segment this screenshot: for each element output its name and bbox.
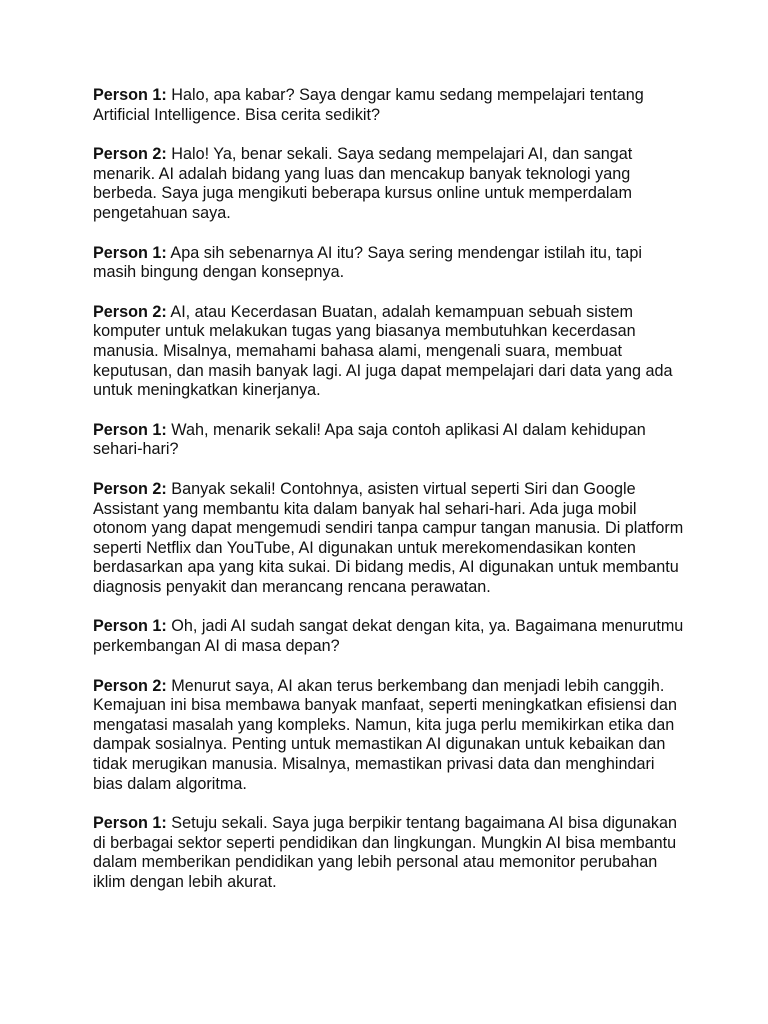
utterance-text: Halo! Ya, benar sekali. Saya sedang mempelajari AI, dan sangat menarik. AI adalah bidang yang luas dan mencakup banyak teknologi yang berbeda. Saya juga mengikuti beberapa kursus online untuk memperdalam pengetahuan saya.	[93, 145, 633, 222]
dialogue-turn	[93, 617, 688, 656]
dialogue-turn	[93, 677, 688, 795]
utterance-text: Banyak sekali! Contohnya, asisten virtual seperti Siri dan Google Assistant yang membantu kita dalam banyak hal sehari-hari. Ada juga mobil otonom yang dapat mengemudi sendiri tanpa campur tangan manusia. Di platform seperti Netflix dan YouTube, AI digunakan untuk merekomendasikan konten berdasarkan apa yang kita sukai. Di bidang medis, AI digunakan untuk membantu diagnosis penyakit dan merancang rencana perawatan.	[93, 479, 684, 596]
speaker-label: Person 2:	[93, 479, 167, 498]
speaker-label: Person 1:	[93, 420, 167, 439]
utterance-text: Halo, apa kabar? Saya dengar kamu sedang mempelajari tentang Artificial Intelligence. Bisa cerita sedikit?	[93, 86, 644, 124]
dialogue-turn	[93, 86, 688, 125]
utterance-text: Wah, menarik sekali! Apa saja contoh aplikasi AI dalam kehidupan sehari-hari?	[93, 420, 646, 459]
dialogue-turn	[93, 244, 688, 283]
utterance-text: Menurut saya, AI akan terus berkembang dan menjadi lebih canggih. Kemajuan ini bisa membawa banyak manfaat, seperti meningkatkan efisiensi dan mengatasi masalah yang kompleks. Namun, kita juga perlu memikirkan etika dan dampak sosialnya. Penting untuk memastikan AI digunakan untuk kebaikan dan tidak merugikan manusia. Misalnya, memastikan privasi data dan menghindari bias dalam algoritma.	[93, 676, 677, 793]
dialogue-turn	[93, 303, 688, 401]
utterance-text: Setuju sekali. Saya juga berpikir tentang bagaimana AI bisa digunakan di berbagai sektor seperti pendidikan dan lingkungan. Mungkin AI bisa membantu dalam memberikan pendidikan yang lebih personal atau memonitor perubahan iklim dengan lebih akurat.	[93, 814, 678, 891]
speaker-label: Person 1:	[93, 86, 167, 104]
dialogue-turn	[93, 421, 688, 460]
speaker-label: Person 1:	[93, 243, 167, 262]
speaker-label: Person 2:	[93, 676, 167, 695]
utterance-text: Oh, jadi AI sudah sangat dekat dengan kita, ya. Bagaimana menurutmu perkembangan AI di masa depan?	[93, 617, 684, 656]
dialogue-turn	[93, 145, 688, 223]
dialogue-turn	[93, 814, 688, 892]
dialogue-turn	[93, 480, 688, 598]
utterance-text: Apa sih sebenarnya AI itu? Saya sering mendengar istilah itu, tapi masih bingung dengan konsepnya.	[93, 243, 642, 282]
speaker-label: Person 2:	[93, 145, 167, 164]
speaker-label: Person 1:	[93, 617, 167, 636]
speaker-label: Person 2:	[93, 302, 167, 321]
speaker-label: Person 1:	[93, 814, 167, 833]
utterance-text: AI, atau Kecerdasan Buatan, adalah kemampuan sebuah sistem komputer untuk melakukan tugas yang biasanya membutuhkan kecerdasan manusia. Misalnya, memahami bahasa alami, mengenali suara, membuat keputusan, dan masih banyak lagi. AI juga dapat mempelajari dari data yang ada untuk meningkatkan kinerjanya.	[93, 302, 673, 400]
